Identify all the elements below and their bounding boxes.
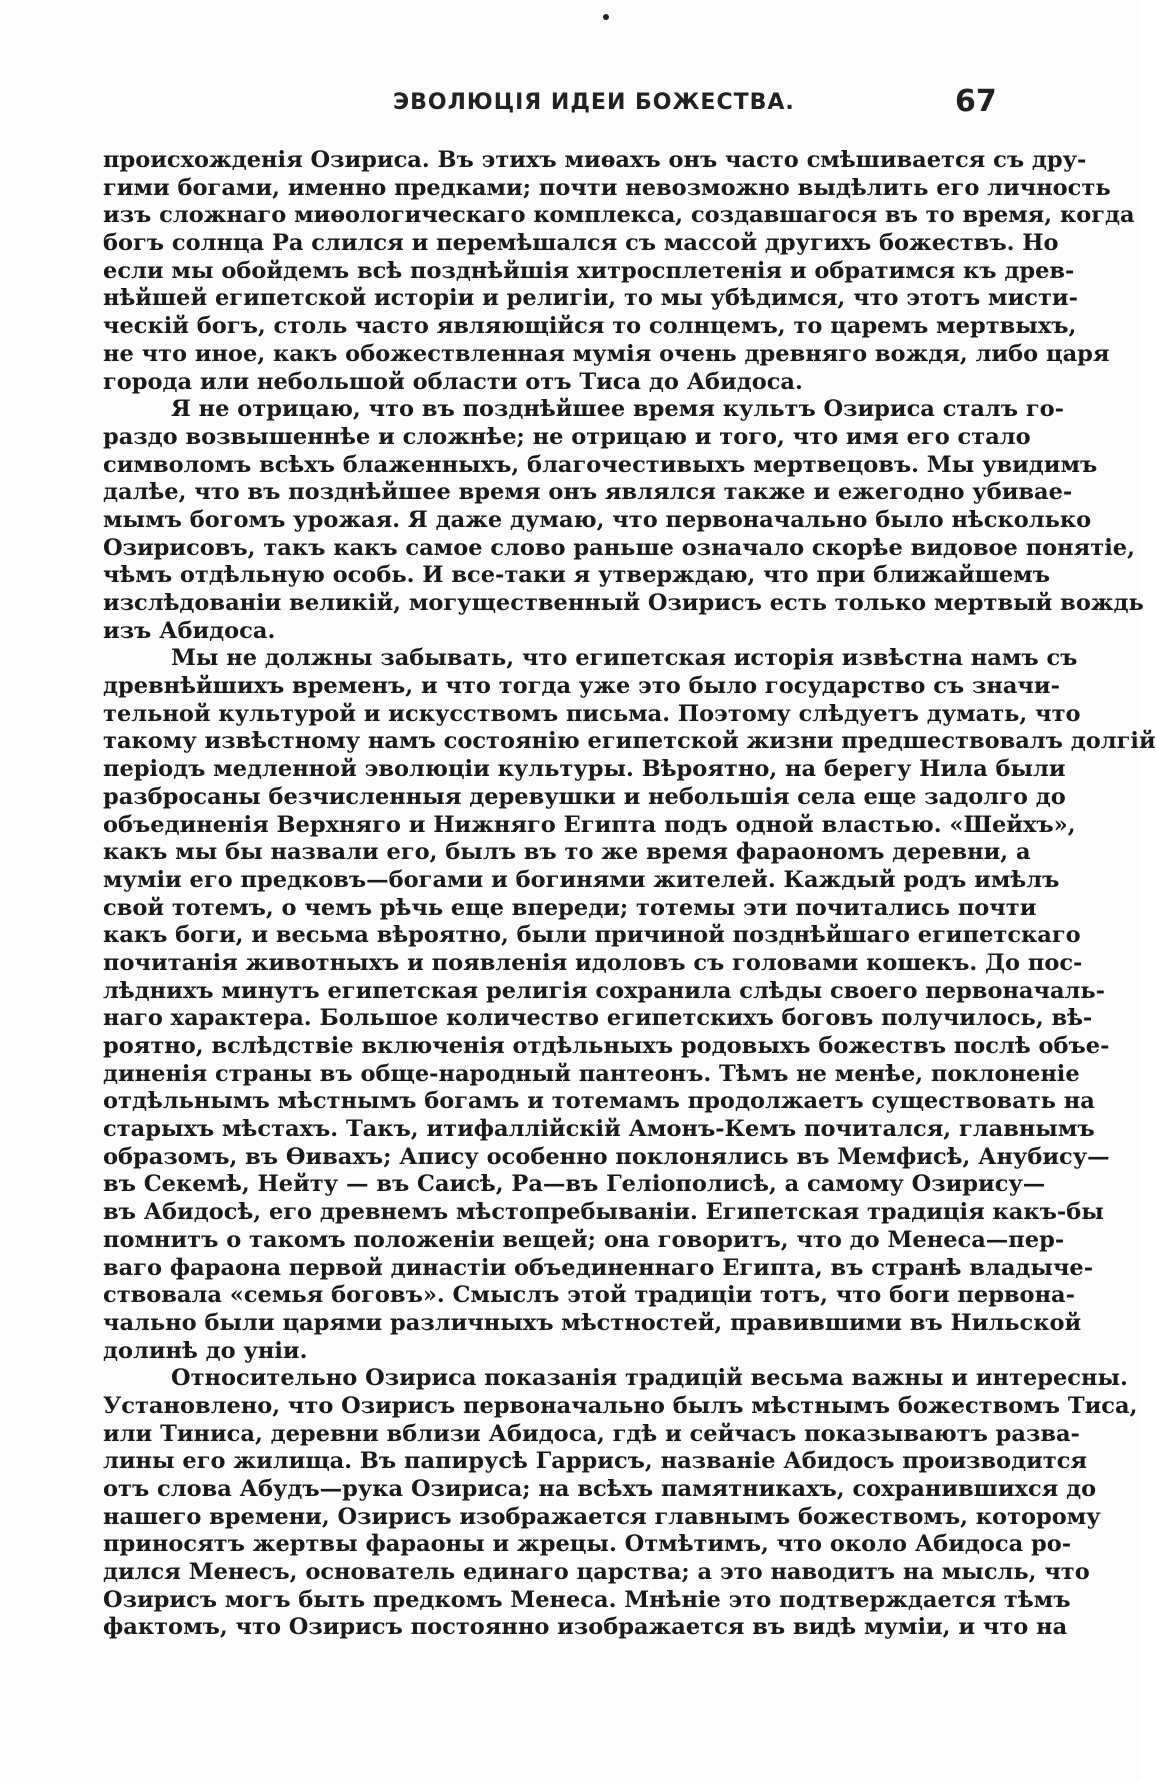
paragraph-start-line: Я не отрицаю, что въ позднѣйшее время культъ Озириса сталъ го- [171,396,1065,423]
text-line: чально были царями различныхъ мѣстностей, правившими въ Нильской [103,1309,1082,1336]
text-line: Установлено, что Озирисъ первоначально былъ мѣстнымъ божествомъ Тиса, [103,1392,1138,1419]
text-line: въ Абидосѣ, его древнемъ мѣстопребываніи. Египетская традиція какъ-бы [103,1199,1104,1226]
text-line: періодъ медленной эволюціи культуры. Вѣроятно, на берегу Нила были [103,756,1066,783]
text-line: въ Секемѣ, Нейту — въ Саисѣ, Ра—въ Геліополисѣ, а самому Озирису— [103,1171,1046,1198]
text-line: роятно, вслѣдствіе включенія отдѣльныхъ родовыхъ божествъ послѣ объе- [103,1033,1110,1059]
text-line: символомъ всѣхъ блаженныхъ, благочестивыхъ мертвецовъ. Мы увидимъ [103,451,1098,478]
text-line: объединенія Верхняго и Нижняго Египта подъ одной властью. «Шейхъ», [103,811,1076,838]
text-line: лѣднихъ минутъ египетская религія сохранила слѣды своего первоначаль- [103,977,1106,1004]
text-line: образомъ, въ Ѳивахъ; Апису особенно поклонялись въ Мемфисѣ, Анубису— [103,1143,1110,1170]
text-line: изъ Абидоса. [103,617,276,644]
text-line: богъ солнца Ра слился и перемѣшался съ массой другихъ божествъ. Но [103,230,1059,257]
text-line: ческій богъ, столь часто являющійся то солнцемъ, то царемъ мертвыхъ, [103,313,1077,340]
text-line: нѣйшей египетской исторіи и религіи, то мы убѣдимся, что этотъ мисти- [103,285,1078,312]
text-line: старыхъ мѣстахъ. Такъ, итифаллійскій Амонъ-Кемъ почитался, главнымъ [103,1116,1095,1143]
text-line: происхожденія Озириса. Въ этихъ миѳахъ онъ часто смѣшивается съ дру- [103,147,1087,173]
text-line: ствовала «семья боговъ». Смыслъ этой традиціи тотъ, что боги первона- [103,1282,1075,1309]
text-line: помнитъ о такомъ положеніи вещей; она говоритъ, что до Менеса—пер- [103,1226,1065,1253]
text-line: фактомъ, что Озирисъ постоянно изображается въ видѣ муміи, и что на [103,1614,1068,1641]
text-line: Озирисовъ, такъ какъ самое слово раньше означало скорѣе видовое понятіе, [103,534,1135,561]
text-line: если мы обойдемъ всѣ позднѣйшія хитросплетенія и обратимся къ древ- [103,257,1075,284]
text-line: свой тотемъ, о чемъ рѣчь еще впереди; тотемы эти почитались почти [103,894,1037,921]
text-line: муміи его предковъ—богами и богинями жителей. Каждый родъ имѣлъ [103,866,1060,893]
text-line: нашего времени, Озирисъ изображается главнымъ божествомъ, которому [103,1503,1101,1530]
running-head: ЭВОЛЮЦІЯ ИДЕИ БОЖЕСТВА. [393,90,795,115]
text-line: диненія страны въ обще-народный пантеонъ. Тѣмъ не менѣе, поклоненіе [103,1060,1080,1087]
text-line: гими богами, именно предками; почти невозможно выдѣлить его личность [103,174,1111,201]
text-line: отъ слова Абудъ—рука Озириса; на всѣхъ памятникахъ, сохранившихся до [103,1476,1097,1502]
text-line: наго характера. Большое количество египетскихъ боговъ получилось, вѣ- [103,1005,1093,1032]
text-line: дился Менесъ, основатель единаго царства; а это наводитъ на мысль, что [103,1559,1090,1586]
text-line: не что иное, какъ обожествленная мумія очень древняго вождя, либо царя [103,340,1110,367]
text-line: ваго фараона первой династіи объединеннаго Египта, въ странѣ владыче- [103,1254,1094,1281]
text-line: лины его жилища. Въ папирусѣ Гаррисъ, названіе Абидосъ производится [103,1448,1088,1475]
text-line: или Тиниса, деревни вблизи Абидоса, гдѣ и сейчасъ показываютъ развa- [103,1420,1080,1447]
text-line: Озирисъ могъ быть предкомъ Менеса. Мнѣніе это подтверждается тѣмъ [103,1586,1071,1613]
text-line: изъ сложнаго миѳологическаго комплекса, создавшагося въ то время, когда [103,202,1135,229]
text-line: почитанія животныхъ и появленія идоловъ съ головами кошекъ. До пос- [103,949,1083,976]
ink-speck [603,14,609,20]
paragraph-start-line: Относительно Озириса показанія традицій весьма важны и интересны. [171,1365,1128,1392]
text-line: такому извѣстному намъ состоянію египетской жизни предшествовалъ долгій [103,728,1156,755]
text-line: отдѣльнымъ мѣстнымъ богамъ и тотемамъ продолжаетъ существовать на [103,1088,1095,1115]
text-line: какъ мы бы назвали его, былъ въ то же время фараономъ деревни, а [103,839,1031,866]
text-line: приносятъ жертвы фараоны и жрецы. Отмѣтимъ, что около Абидоса ро- [103,1531,1072,1558]
text-line: далѣе, что въ позднѣйшее время онъ являлся также и ежегодно убивае- [103,479,1073,506]
text-line: раздо возвышеннѣе и сложнѣе; не отрицаю и того, что имя его стало [103,423,1031,450]
text-line: чѣмъ отдѣльную особь. И все-таки я утверждаю, что при ближайшемъ [103,562,1050,589]
text-line: города или небольшой области отъ Тиса до Абидоса. [103,368,803,395]
body-text [103,147,1156,1642]
text-line: разбросаны безчисленныя деревушки и небольшія села еще задолго до [103,783,1066,810]
text-line: изслѣдованіи великій, могущественный Озирисъ есть только мертвый вождь [103,590,1144,616]
text-line: мымъ богомъ урожая. Я даже думаю, что первоначально было нѣсколько [103,506,1092,533]
text-line: древнѣйшихъ временъ, и что тогда уже это было государство съ значи- [103,673,1060,700]
paragraph-start-line: Мы не должны забывать, что египетская исторія извѣстна намъ съ [171,645,1078,672]
text-line: тельной культурой и искусствомъ письма. Поэтому слѣдуетъ думать, что [103,700,1081,727]
text-line: долинѣ до уніи. [103,1337,308,1364]
text-line: какъ боги, и весьма вѣроятно, были причиной позднѣйшаго египетскаго [103,922,1081,949]
page-number: 67 [955,84,997,119]
